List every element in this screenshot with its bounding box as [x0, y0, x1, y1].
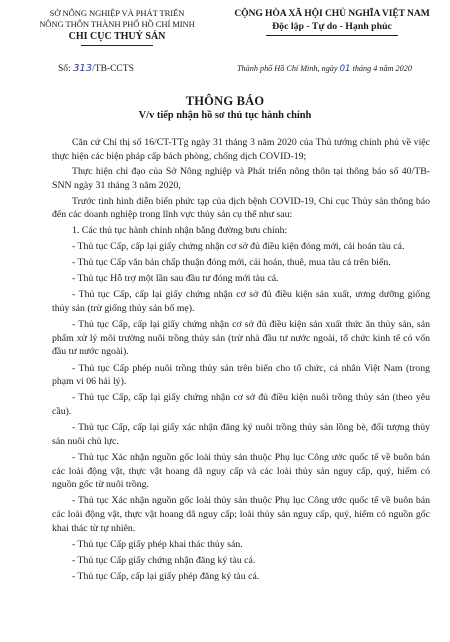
doc-number-prefix: Số:: [58, 64, 71, 74]
issuing-agency-block: [22, 8, 212, 46]
paragraph-directive: Thực hiện chỉ đạo của Sở Nông nghiệp và Phát triển nông thôn tại thông báo số 40/TB-SNN ngày 31 tháng 3 năm 2020,: [52, 166, 430, 191]
agency-underline: [81, 45, 153, 46]
doc-number-suffix: /TB-CCTS: [92, 64, 134, 74]
dateline-rest: tháng 4 năm 2020: [352, 64, 412, 73]
dateline: [237, 64, 412, 74]
procedure-item: - Thủ tục Cấp, cấp lại giấy phép đăng ký tàu cá.: [72, 571, 260, 583]
procedure-item: - Thủ tục Cấp giấy chứng nhận đăng ký tàu cá.: [72, 554, 256, 566]
procedure-item: - Thủ tục Cấp, cấp lại giấy chứng nhận cơ sở đủ điều kiện sản xuất thức ăn thủy sản, sản phẩm xử lý môi trường nuôi trồng thủy sản (trừ nhà đầu tư nước ngoài, tổ chức kinh tế có vốn đầu tư nước ngoài).: [52, 319, 430, 358]
document-title: THÔNG BÁO: [185, 94, 265, 108]
agency-name: CHI CỤC THUỶ SẢN: [68, 31, 166, 42]
agency-line-2: NÔNG THÔN THÀNH PHỐ HỒ CHÍ MINH: [39, 19, 195, 29]
procedure-item: - Thủ tục Cấp, cấp lại giấy xác nhận đăng ký nuôi trồng thủy sản lồng bè, đối tượng thủy sản nuôi chủ lực.: [52, 422, 430, 447]
procedure-item: - Thủ tục Cấp giấy phép khai thác thủy sản.: [72, 538, 243, 550]
procedure-item: - Thủ tục Cấp văn bản chấp thuận đóng mới, cải hoán, thuê, mua tàu cá trên biển.: [72, 257, 391, 269]
doc-number-value: 313: [73, 63, 93, 74]
agency-line-1: SỞ NÔNG NGHIỆP VÀ PHÁT TRIỂN: [49, 8, 185, 18]
procedure-item: - Thủ tục Cấp phép nuôi trồng thủy sản trên biển cho tổ chức, cá nhân Việt Nam (trong phạm vi 06 hải lý).: [52, 362, 430, 388]
dateline-day: 01: [339, 64, 351, 74]
procedure-item: - Thủ tục Xác nhận nguồn gốc loài thủy sản thuộc Phụ lục Công ước quốc tế về buôn bán các loài động vật, thực vật hoang dã nguy cấp và các loài thủy sản nguy cấp, quý, hiếm có nguồn gốc từ nuôi trồng.: [52, 451, 430, 491]
document-number: [58, 63, 134, 74]
section-heading: 1. Các thủ tục hành chính nhận bằng đường bưu chính:: [72, 225, 288, 237]
procedure-item: - Thủ tục Xác nhận nguồn gốc loài thủy sản thuộc Phụ lục Công ước quốc tế về buôn bán các loài động vật, thực vật hoang dã nguy cấp; loài thủy sản nguy cấp, quý, hiếm có nguồn gốc khai thác từ tự nhiên.: [52, 495, 430, 534]
paragraph-legal-basis: Căn cứ Chỉ thị số 16/CT-TTg ngày 31 tháng 3 năm 2020 của Thủ tướng chính phủ về việc thực hiện các biện pháp cấp bách phòng, chống dịch COVID-19;: [52, 137, 430, 162]
dateline-prefix: Thành phố Hồ Chí Minh, ngày: [237, 64, 338, 73]
nation-name: CỘNG HÒA XÃ HỘI CHỦ NGHĨA VIỆT NAM: [234, 8, 430, 19]
procedure-item: - Thủ tục Hỗ trợ một lần sau đầu tư đóng mới tàu cá.: [72, 273, 279, 285]
motto-underline: [266, 35, 398, 36]
procedure-item: - Thủ tục Cấp, cấp lại giấy chứng nhận cơ sở đủ điều kiện nuôi trồng thủy sản (theo yêu cầu).: [52, 392, 430, 417]
national-motto-block: [232, 8, 432, 36]
procedure-item: - Thủ tục Cấp, cấp lại giấy chứng nhận cơ sở đủ điều kiện đóng mới, cải hoán tàu cá.: [72, 240, 405, 252]
procedure-item: - Thủ tục Cấp, cấp lại giấy chứng nhận cơ sở đủ điều kiện sản xuất, ương dưỡng giống thủy sản (trừ giống thủy sản bố mẹ).: [52, 289, 430, 315]
document-subtitle: V/v tiếp nhận hồ sơ thủ tục hành chính: [138, 110, 312, 121]
nation-motto: Độc lập - Tự do - Hạnh phúc: [272, 21, 392, 32]
document-body: [52, 136, 430, 586]
paragraph-notice: Trước tình hình diễn biến phức tạp của dịch bệnh COVID-19, Chi cục Thủy sản thông báo đến các doanh nghiệp trong lĩnh vực thủy sản cụ thể như sau:: [52, 195, 430, 221]
